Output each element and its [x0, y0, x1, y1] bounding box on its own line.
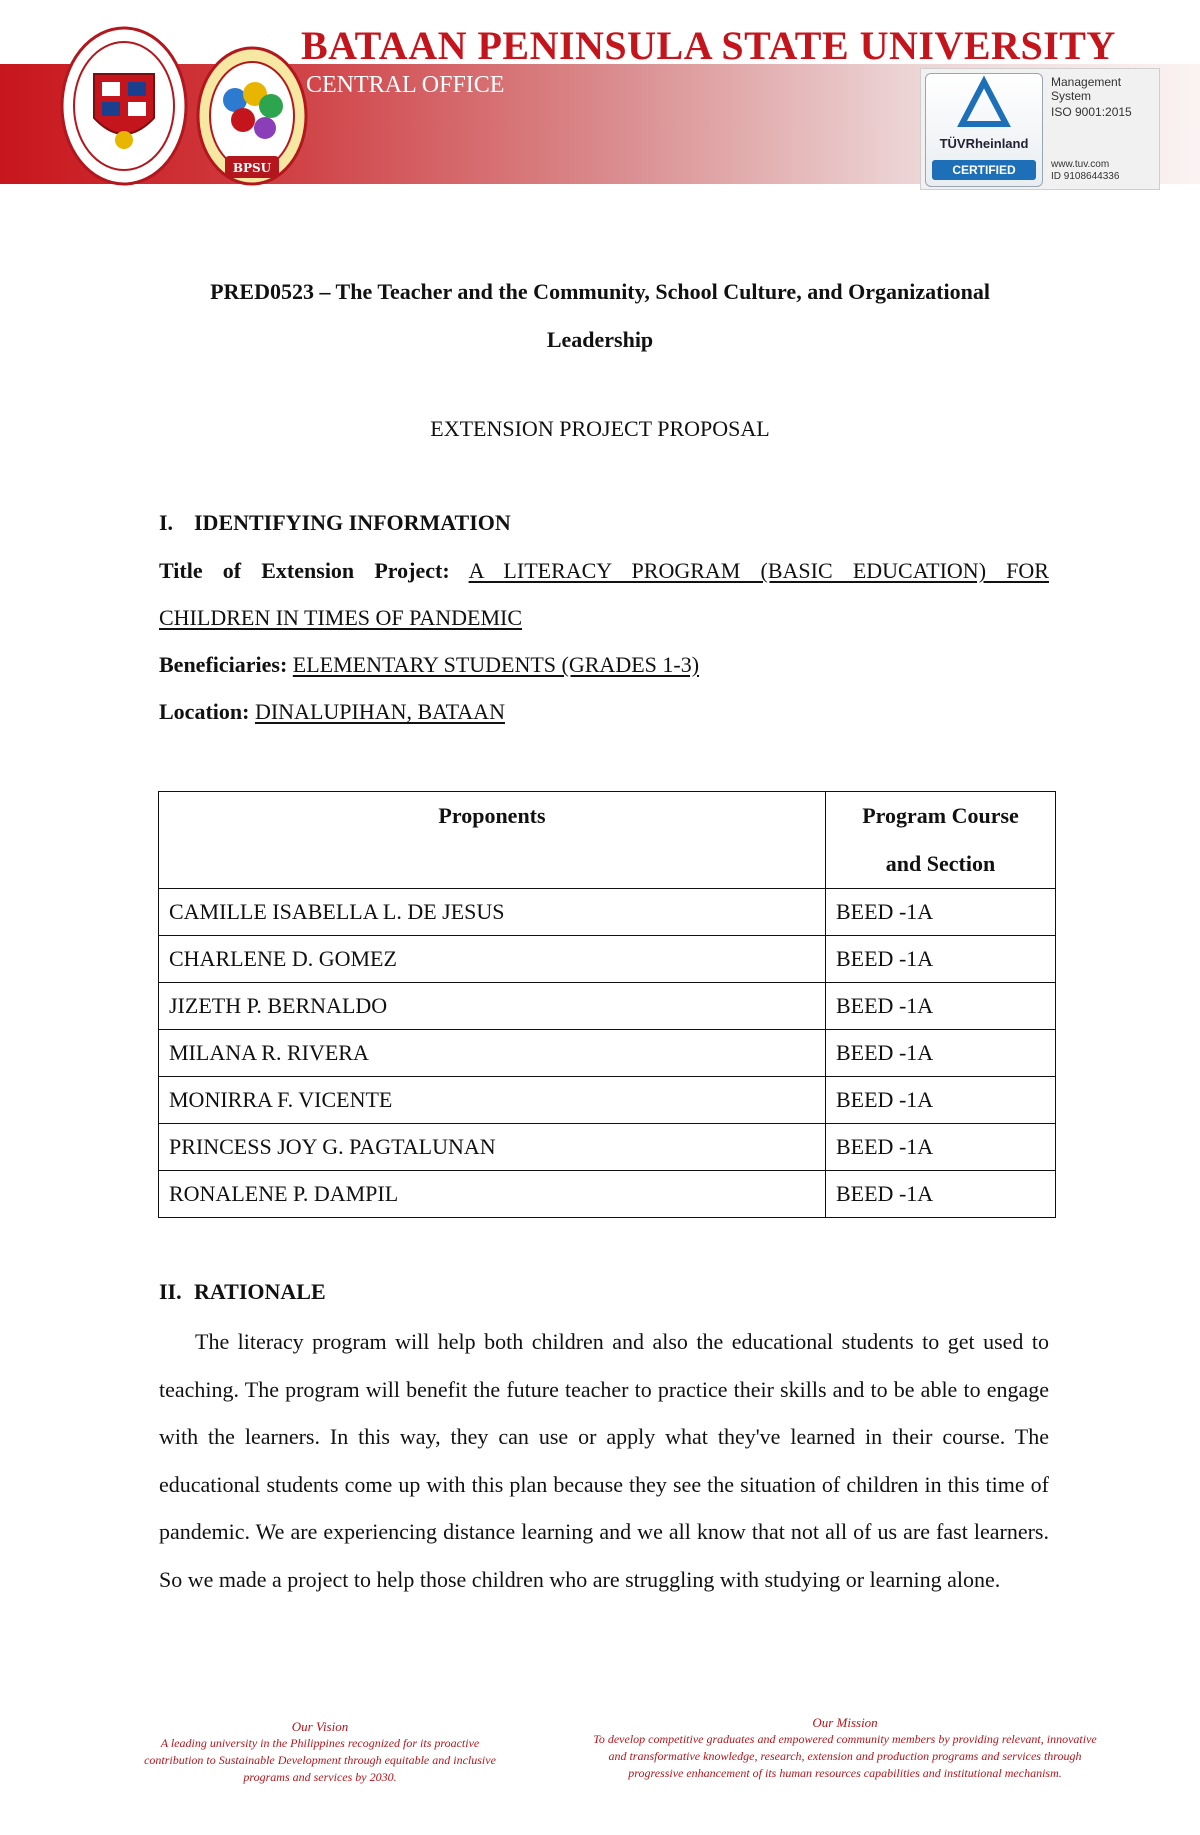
proponents-header: Proponents — [159, 792, 826, 889]
beneficiaries-value: ELEMENTARY STUDENTS (GRADES 1-3) — [292, 652, 700, 677]
program-course-header — [826, 792, 1056, 889]
table-header-row — [159, 792, 1056, 889]
mission-text-line1: To develop competitive graduates and empowered community members by providing relevant, innovative — [593, 1732, 1097, 1746]
proponent-section: BEED -1A — [826, 1171, 1056, 1218]
proponent-name: CHARLENE D. GOMEZ — [159, 936, 826, 983]
location-line — [159, 688, 1049, 736]
program-course-header-line2: and Section — [885, 851, 996, 876]
proponent-name: PRINCESS JOY G. PAGTALUNAN — [159, 1124, 826, 1171]
mission-block — [540, 1714, 1150, 1782]
table-row — [159, 1124, 1056, 1171]
section-rationale — [159, 1272, 326, 1312]
certificate-id: ID 9108644336 — [1051, 171, 1120, 182]
mission-text-line3: progressive enhancement of its human resources capabilities and institutional mechanism. — [628, 1766, 1062, 1780]
table-row — [159, 936, 1056, 983]
extension-training-services-logo — [195, 44, 309, 192]
proposal-heading: EXTENSION PROJECT PROPOSAL — [430, 416, 770, 441]
svg-text:BPSU: BPSU — [232, 161, 272, 175]
proponent-name: CAMILLE ISABELLA L. DE JESUS — [159, 889, 826, 936]
tuv-rheinland-badge — [925, 73, 1043, 187]
project-title-line — [159, 547, 1049, 595]
project-title-continuation — [159, 594, 1049, 642]
section-heading: RATIONALE — [194, 1279, 326, 1304]
proponent-name: MILANA R. RIVERA — [159, 1030, 826, 1077]
vision-text-line2: contribution to Sustainable Development through equitable and inclusive — [144, 1753, 496, 1767]
iso-certification-card — [920, 68, 1160, 190]
table-row — [159, 1077, 1056, 1124]
rationale-paragraph: The literacy program will help both children and also the educational students to get used to teaching. The program will benefit the future teacher to practice their skills and to be able to engage with the learners. In this way, they can use or apply what they've learned in their course. The educational students come up with this plan because they see the situation of children in this time of pandemic. We are experiencing distance learning and we all know that not all of us are fast learners. So we made a project to help those children who are struggling with studying or learning alone. — [159, 1329, 1049, 1592]
table-row — [159, 983, 1056, 1030]
project-title-value: A LITERACY PROGRAM (BASIC EDUCATION) FOR — [468, 558, 1049, 583]
proponent-section: BEED -1A — [826, 889, 1056, 936]
location-label: Location: — [159, 699, 250, 724]
beneficiaries-label: Beneficiaries: — [159, 652, 288, 677]
course-title — [150, 268, 1050, 364]
vision-text-line1: A leading university in the Philippines recognized for its proactive — [160, 1736, 480, 1750]
iso-standard-label: ISO 9001:2015 — [1051, 105, 1132, 119]
university-name: BATAAN PENINSULA STATE UNIVERSITY — [301, 23, 1116, 68]
mission-text-line2: and transformative knowledge, research, extension and production programs and services through — [608, 1749, 1082, 1763]
location-value: DINALUPIHAN, BATAAN — [254, 699, 505, 724]
proponent-section: BEED -1A — [826, 983, 1056, 1030]
project-title-value-line2: CHILDREN IN TIMES OF PANDEMIC — [159, 605, 523, 630]
section-number: II. — [159, 1279, 182, 1304]
proponent-name: RONALENE P. DAMPIL — [159, 1171, 826, 1218]
proponent-section: BEED -1A — [826, 1077, 1056, 1124]
tuv-brand-label: TÜVRheinland — [939, 136, 1029, 151]
office-name: CENTRAL OFFICE — [306, 72, 505, 98]
table-row — [159, 1171, 1056, 1218]
vision-block — [110, 1718, 530, 1786]
course-title-line2: Leadership — [546, 327, 654, 352]
section-number: I. — [159, 510, 174, 535]
proponents-table — [158, 791, 1056, 1218]
system-label: System — [1051, 89, 1092, 103]
vision-title: Our Vision — [291, 1719, 349, 1734]
mission-title: Our Mission — [812, 1715, 878, 1730]
table-row — [159, 1030, 1056, 1077]
proponent-name: JIZETH P. BERNALDO — [159, 983, 826, 1030]
program-course-header-line1: Program Course — [862, 803, 1019, 828]
course-title-line1: PRED0523 – The Teacher and the Community, School Culture, and Organizational — [210, 279, 990, 304]
tuv-triangle-icon — [926, 74, 1042, 134]
management-label: Management — [1051, 75, 1122, 89]
section-identifying-information — [159, 503, 511, 543]
beneficiaries-line — [159, 641, 1049, 689]
project-title-label: Title of Extension Project: — [159, 558, 450, 583]
proponent-name: MONIRRA F. VICENTE — [159, 1077, 826, 1124]
certified-label: CERTIFIED — [932, 160, 1036, 180]
proponent-section: BEED -1A — [826, 1030, 1056, 1077]
tuv-website: www.tuv.com — [1051, 159, 1110, 170]
proponent-section: BEED -1A — [826, 936, 1056, 983]
bpsu-seal-logo — [58, 22, 190, 198]
vision-text-line3: programs and services by 2030. — [243, 1770, 397, 1784]
section-heading: IDENTIFYING INFORMATION — [194, 510, 511, 535]
table-row — [159, 889, 1056, 936]
proponent-section: BEED -1A — [826, 1124, 1056, 1171]
